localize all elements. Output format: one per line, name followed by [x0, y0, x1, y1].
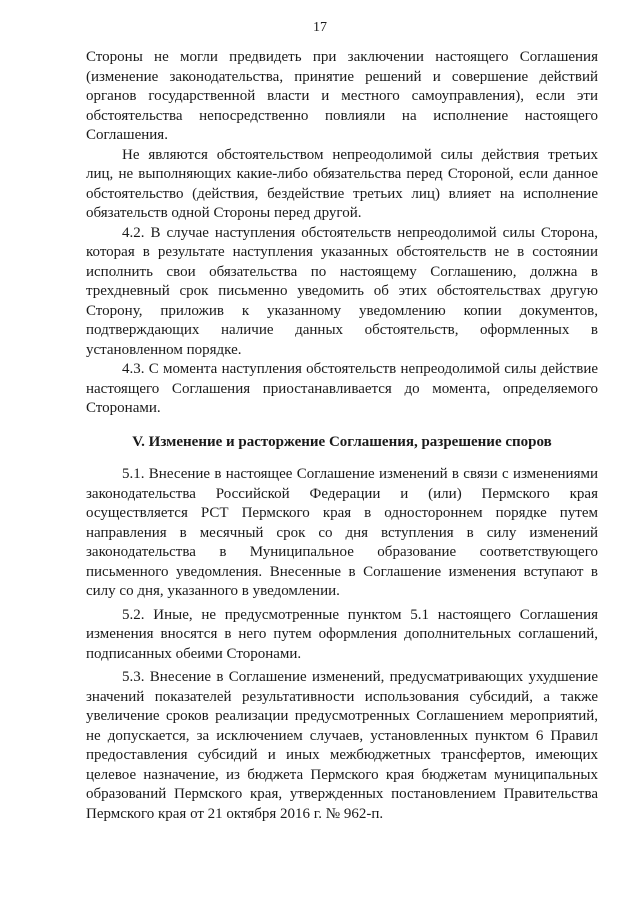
page-number: 17: [313, 20, 327, 35]
paragraph-4-2: 4.2. В случае наступления обстоятельств непреодолимой силы Сторона, которая в результате наступления указанных обстоятельств не в состоянии исполнить свои обязательства по настоящему Соглашению, должна в трехдневный срок письменно уведомить об этих обстоятельствах другую Сторону, приложив к указанному уведомлению копии документов, подтверждающих наличие данных обстоятельств, оформленных в установленном порядке.: [86, 224, 598, 358]
paragraph-5-2: 5.2. Иные, не предусмотренные пунктом 5.1 настоящего Соглашения изменения вносятся в него путем оформления дополнительных соглашений, подписанных обеими Сторонами.: [86, 606, 598, 662]
document-body: [86, 48, 598, 824]
section-heading: V. Изменение и расторжение Соглашения, разрешение споров: [132, 433, 552, 450]
paragraph-5-1: 5.1. Внесение в настоящее Соглашение изменений в связи с изменениями законодательства Российской Федерации и (или) Пермского края осуществляется РСТ Пермского края в одностороннем порядке путем направления в месячный срок со дня вступления в силу изменений законодательства в Муниципальное образование соответствующего письменного уведомления. Внесенные в Соглашение изменения вступают в силу со дня, указанного в уведомлении.: [86, 466, 598, 599]
paragraph-5-3: 5.3. Внесение в Соглашение изменений, предусматривающих ухудшение значений показателей результативности использования субсидий, а также увеличение сроков реализации предусмотренных Соглашением мероприятий, не допускается, за исключением случаев, установленных пунктом 6 Правил предоставления субсидий и иных межбюджетных трансфертов, имеющих целевое назначение, из бюджета Пермского края бюджетам муниципальных образований Пермского края, утвержденных постановлением Правительства Пермского края от 21 октября 2016 г. № 962-п.: [86, 669, 598, 822]
paragraph-4-3: 4.3. С момента наступления обстоятельств непреодолимой силы действие настоящего Соглашения приостанавливается до момента, определяемого Сторонами.: [86, 361, 598, 416]
paragraph-third-party-actions: Не являются обстоятельством непреодолимой силы действия третьих лиц, не выполняющих какие-либо обязательства перед Стороной, если данное обстоятельство (действия, бездействие третьих лиц) влияет на исполнение обязательств одной Стороны перед другой.: [86, 146, 598, 221]
paragraph-force-majeure-continuation: Стороны не могли предвидеть при заключении настоящего Соглашения (изменение законодательства, принятие решений и совершение действий органов государственной власти и местного самоуправления), если эти обстоятельства непосредственно повлияли на исполнение настоящего Соглашения.: [86, 49, 598, 143]
